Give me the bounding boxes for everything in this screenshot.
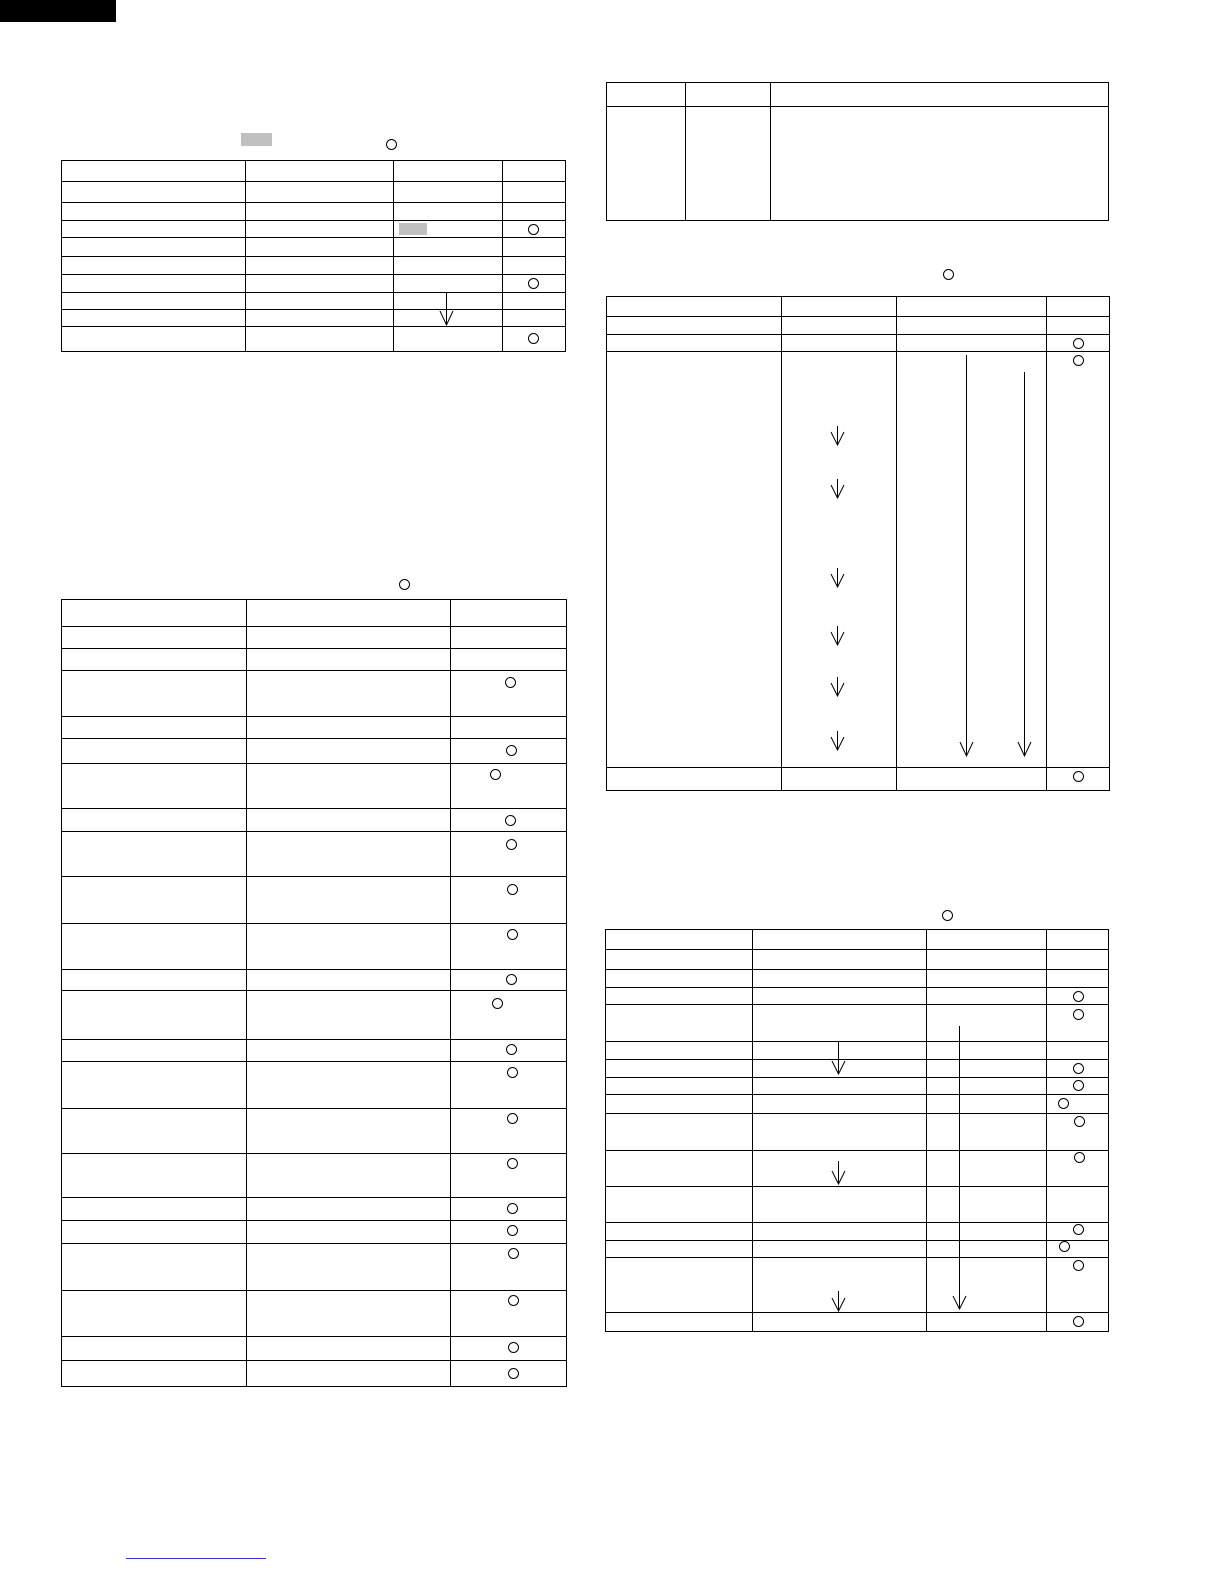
check-circle-icon	[1073, 1063, 1084, 1074]
check-circle-icon	[1073, 1224, 1084, 1235]
check-circle-icon	[1073, 991, 1084, 1002]
check-circle-icon	[1074, 1116, 1085, 1127]
check-circle-icon	[1059, 1241, 1070, 1252]
check-circle-icon	[1074, 1152, 1085, 1163]
check-circle-icon	[1058, 1098, 1069, 1109]
check-circle-icon	[1073, 1080, 1084, 1091]
check-circle-icon	[1073, 1316, 1084, 1327]
check-circle-icon	[1073, 1009, 1084, 1020]
check-circle-icon	[1073, 1260, 1084, 1271]
